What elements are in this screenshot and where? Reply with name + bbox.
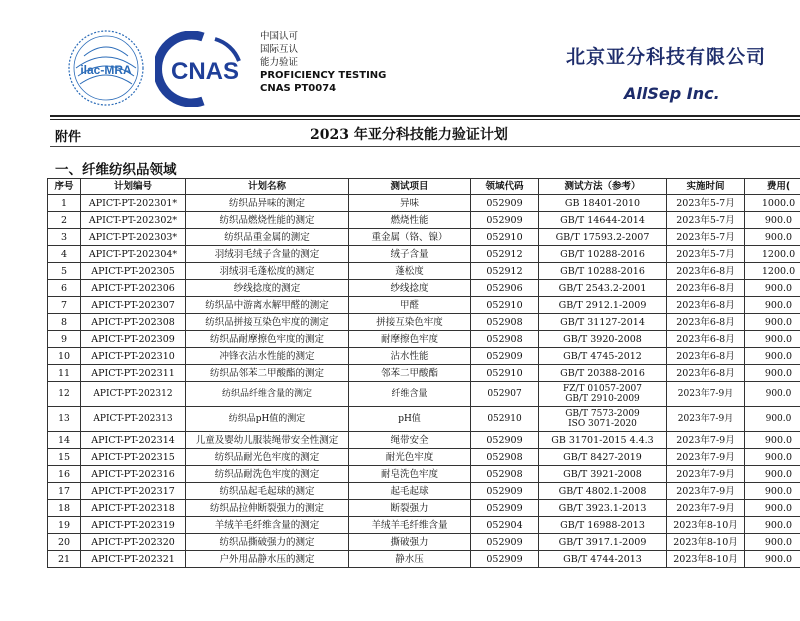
table-row xyxy=(48,280,800,297)
cell-code: APICT-PT-202303* xyxy=(81,229,186,246)
cell-no: 21 xyxy=(48,551,81,568)
cell-fee: 900.0 xyxy=(745,534,800,551)
cell-no: 6 xyxy=(48,280,81,297)
cell-method xyxy=(539,280,667,297)
cell-time: 2023年7-9月 xyxy=(667,466,745,483)
cell-name: 纺织品pH值的测定 xyxy=(186,407,349,432)
table-row xyxy=(48,365,800,382)
cell-method xyxy=(539,382,667,407)
cell-name: 羊绒羊毛纤维含量的测定 xyxy=(186,517,349,534)
method-line: GB/T 20388-2016 xyxy=(560,367,645,379)
cell-code: APICT-PT-202314 xyxy=(81,432,186,449)
cell-name: 纺织品耐洗色牢度的测定 xyxy=(186,466,349,483)
cell-item: 撕破强力 xyxy=(349,534,471,551)
cell-no: 8 xyxy=(48,314,81,331)
cell-name: 纺织品起毛起球的测定 xyxy=(186,483,349,500)
cell-method xyxy=(539,348,667,365)
method-line: GB/T 10288-2016 xyxy=(560,248,645,260)
cell-method xyxy=(539,432,667,449)
cell-code: APICT-PT-202321 xyxy=(81,551,186,568)
cell-time: 2023年6-8月 xyxy=(667,263,745,280)
cell-no: 7 xyxy=(48,297,81,314)
cell-item: 起毛起球 xyxy=(349,483,471,500)
cell-code: APICT-PT-202315 xyxy=(81,449,186,466)
cell-field: 052908 xyxy=(471,331,539,348)
cell-field: 052906 xyxy=(471,280,539,297)
cell-field: 052908 xyxy=(471,449,539,466)
method-line: GB/T 4744-2013 xyxy=(563,553,642,565)
cell-no: 17 xyxy=(48,483,81,500)
cert-line: 国际互认 xyxy=(260,44,299,55)
table-row xyxy=(48,314,800,331)
cell-name: 纺织品拉伸断裂强力的测定 xyxy=(186,500,349,517)
cell-item: 静水压 xyxy=(349,551,471,568)
cell-field: 052909 xyxy=(471,195,539,212)
cell-time: 2023年6-8月 xyxy=(667,348,745,365)
cell-fee: 900.0 xyxy=(745,466,800,483)
cell-item: 纱线捻度 xyxy=(349,280,471,297)
document-title: 2023 年亚分科技能力验证计划 xyxy=(310,127,508,143)
cell-name: 纺织品邻苯二甲酸酯的测定 xyxy=(186,365,349,382)
cell-code: APICT-PT-202317 xyxy=(81,483,186,500)
cell-code: APICT-PT-202310 xyxy=(81,348,186,365)
cell-fee: 900.0 xyxy=(745,297,800,314)
cell-fee: 900.0 xyxy=(745,407,800,432)
company-name-cn: 北京亚分科技有限公司 xyxy=(566,46,767,68)
cell-fee: 900.0 xyxy=(745,517,800,534)
cell-method xyxy=(539,263,667,280)
cell-no: 3 xyxy=(48,229,81,246)
ilac-logo-text: ilac-MRA xyxy=(80,63,132,77)
cell-time: 2023年6-8月 xyxy=(667,297,745,314)
cell-item: 耐摩擦色牢度 xyxy=(349,331,471,348)
cell-code: APICT-PT-202306 xyxy=(81,280,186,297)
cell-item: 断裂强力 xyxy=(349,500,471,517)
cell-name: 纱线捻度的测定 xyxy=(186,280,349,297)
cell-fee: 900.0 xyxy=(745,280,800,297)
cell-method xyxy=(539,551,667,568)
cell-field: 052912 xyxy=(471,246,539,263)
col-header-time: 实施时间 xyxy=(667,179,745,195)
cell-time: 2023年5-7月 xyxy=(667,246,745,263)
cell-method xyxy=(539,246,667,263)
cell-code: APICT-PT-202307 xyxy=(81,297,186,314)
cnas-logo-text: CNAS xyxy=(170,58,240,85)
table-row xyxy=(48,407,800,432)
cell-time: 2023年7-9月 xyxy=(667,449,745,466)
table-row xyxy=(48,483,800,500)
method-line: GB/T 2910-2009 xyxy=(565,394,640,404)
method-line: GB/T 31127-2014 xyxy=(560,316,645,328)
col-header-code: 计划编号 xyxy=(81,179,186,195)
cell-fee: 1200.0 xyxy=(745,263,800,280)
cell-no: 5 xyxy=(48,263,81,280)
table-row xyxy=(48,500,800,517)
cell-field: 052909 xyxy=(471,534,539,551)
section-title: 一、纤维纺织品领域 xyxy=(55,162,177,178)
method-line: GB 31701-2015 4.4.3 xyxy=(551,434,654,446)
method-line: GB/T 4745-2012 xyxy=(563,350,642,362)
cell-code: APICT-PT-202313 xyxy=(81,407,186,432)
header-rule-thin xyxy=(50,119,800,120)
cell-item: 甲醛 xyxy=(349,297,471,314)
table-row xyxy=(48,348,800,365)
cell-no: 9 xyxy=(48,331,81,348)
cell-time: 2023年7-9月 xyxy=(667,483,745,500)
cell-method xyxy=(539,229,667,246)
cell-name: 纺织品纤维含量的测定 xyxy=(186,382,349,407)
cell-no: 16 xyxy=(48,466,81,483)
method-line: GB/T 17593.2-2007 xyxy=(555,231,650,243)
cell-fee: 900.0 xyxy=(745,551,800,568)
cell-name: 纺织品中游离水解甲醛的测定 xyxy=(186,297,349,314)
cell-method xyxy=(539,449,667,466)
method-line: GB/T 3923.1-2013 xyxy=(558,502,647,514)
title-rule xyxy=(50,146,800,147)
cell-field: 052909 xyxy=(471,500,539,517)
ilac-mra-logo xyxy=(66,28,146,108)
cell-method xyxy=(539,331,667,348)
table-header-row xyxy=(48,179,800,195)
cell-item: pH值 xyxy=(349,407,471,432)
method-line: GB 18401-2010 xyxy=(564,197,641,209)
cell-item: 绳带安全 xyxy=(349,432,471,449)
method-line: GB/T 3920-2008 xyxy=(563,333,642,345)
cell-code: APICT-PT-202311 xyxy=(81,365,186,382)
cell-item: 重金属（铬、镍） xyxy=(349,229,471,246)
cell-time: 2023年8-10月 xyxy=(667,534,745,551)
method-line: GB/T 16988-2013 xyxy=(560,519,645,531)
cell-fee: 900.0 xyxy=(745,212,800,229)
cell-no: 14 xyxy=(48,432,81,449)
table-row xyxy=(48,517,800,534)
cell-code: APICT-PT-202318 xyxy=(81,500,186,517)
method-line: GB/T 3917.1-2009 xyxy=(558,536,647,548)
method-line: GB/T 3921-2008 xyxy=(563,468,642,480)
plan-table xyxy=(47,178,800,568)
cell-fee: 900.0 xyxy=(745,432,800,449)
cert-line: CNAS PT0074 xyxy=(260,83,337,94)
cell-no: 12 xyxy=(48,382,81,407)
cell-name: 羽绒羽毛绒子含量的测定 xyxy=(186,246,349,263)
table-row xyxy=(48,534,800,551)
cell-field: 052904 xyxy=(471,517,539,534)
cell-item: 燃烧性能 xyxy=(349,212,471,229)
cell-time: 2023年5-7月 xyxy=(667,212,745,229)
accreditation-text xyxy=(260,30,386,95)
cell-time: 2023年5-7月 xyxy=(667,229,745,246)
cell-field: 052912 xyxy=(471,263,539,280)
cell-time: 2023年6-8月 xyxy=(667,314,745,331)
cell-time: 2023年7-9月 xyxy=(667,500,745,517)
table-row xyxy=(48,432,800,449)
table-row xyxy=(48,466,800,483)
table-row xyxy=(48,229,800,246)
cell-item: 拼接互染色牢度 xyxy=(349,314,471,331)
cell-field: 052910 xyxy=(471,407,539,432)
table-row xyxy=(48,449,800,466)
cell-fee: 900.0 xyxy=(745,500,800,517)
cell-name: 羽绒羽毛蓬松度的测定 xyxy=(186,263,349,280)
cell-field: 052908 xyxy=(471,314,539,331)
cell-time: 2023年7-9月 xyxy=(667,432,745,449)
cell-code: APICT-PT-202309 xyxy=(81,331,186,348)
cell-name: 儿童及婴幼儿服装绳带安全性测定 xyxy=(186,432,349,449)
cell-fee: 900.0 xyxy=(745,314,800,331)
cell-field: 052910 xyxy=(471,365,539,382)
cell-method xyxy=(539,195,667,212)
cell-item: 耐光色牢度 xyxy=(349,449,471,466)
cell-no: 20 xyxy=(48,534,81,551)
method-line: GB/T 14644-2014 xyxy=(560,214,645,226)
cell-no: 19 xyxy=(48,517,81,534)
cell-item: 纤维含量 xyxy=(349,382,471,407)
cell-no: 10 xyxy=(48,348,81,365)
cell-name: 户外用品静水压的测定 xyxy=(186,551,349,568)
cell-time: 2023年6-8月 xyxy=(667,365,745,382)
table-body xyxy=(48,195,800,568)
cell-method xyxy=(539,500,667,517)
cell-no: 18 xyxy=(48,500,81,517)
cell-method xyxy=(539,517,667,534)
method-line: GB/T 8427-2019 xyxy=(563,451,642,463)
cell-time: 2023年8-10月 xyxy=(667,517,745,534)
cell-no: 15 xyxy=(48,449,81,466)
method-line: GB/T 2543.2-2001 xyxy=(558,282,647,294)
table-row xyxy=(48,551,800,568)
cell-time: 2023年8-10月 xyxy=(667,551,745,568)
cell-field: 052907 xyxy=(471,382,539,407)
table-row xyxy=(48,212,800,229)
cert-line: 中国认可 xyxy=(260,31,299,42)
cell-item: 蓬松度 xyxy=(349,263,471,280)
table-row xyxy=(48,382,800,407)
cell-name: 纺织品拼接互染色牢度的测定 xyxy=(186,314,349,331)
cell-method xyxy=(539,314,667,331)
method-line: FZ/T 01057-2007 xyxy=(563,384,642,394)
table-row xyxy=(48,297,800,314)
cell-code: APICT-PT-202308 xyxy=(81,314,186,331)
cell-method xyxy=(539,297,667,314)
cell-method xyxy=(539,365,667,382)
cell-name: 冲锋衣沾水性能的测定 xyxy=(186,348,349,365)
cell-code: APICT-PT-202312 xyxy=(81,382,186,407)
cell-name: 纺织品燃烧性能的测定 xyxy=(186,212,349,229)
table-row xyxy=(48,331,800,348)
cell-name: 纺织品异味的测定 xyxy=(186,195,349,212)
cell-item: 羊绒羊毛纤维含量 xyxy=(349,517,471,534)
table-row xyxy=(48,263,800,280)
cell-field: 052908 xyxy=(471,466,539,483)
cert-line: PROFICIENCY TESTING xyxy=(260,70,387,81)
cnas-logo xyxy=(155,31,255,107)
cell-method xyxy=(539,534,667,551)
cell-field: 052910 xyxy=(471,297,539,314)
cell-code: APICT-PT-202304* xyxy=(81,246,186,263)
cert-line: 能力验证 xyxy=(260,57,299,68)
cell-item: 绒子含量 xyxy=(349,246,471,263)
cell-fee: 900.0 xyxy=(745,229,800,246)
col-header-item: 测试项目 xyxy=(349,179,471,195)
cell-no: 1 xyxy=(48,195,81,212)
cell-field: 052909 xyxy=(471,432,539,449)
cell-time: 2023年5-7月 xyxy=(667,195,745,212)
method-line: GB/T 10288-2016 xyxy=(560,265,645,277)
cell-method xyxy=(539,407,667,432)
cell-fee: 900.0 xyxy=(745,365,800,382)
col-header-method: 测试方法（参考） xyxy=(539,179,667,195)
cell-code: APICT-PT-202305 xyxy=(81,263,186,280)
cell-item: 异味 xyxy=(349,195,471,212)
attachment-label: 附件 xyxy=(55,130,82,145)
cell-method xyxy=(539,212,667,229)
company-name-en: AllSep Inc. xyxy=(624,84,720,103)
table-row xyxy=(48,246,800,263)
cell-name: 纺织品耐摩擦色牢度的测定 xyxy=(186,331,349,348)
cell-name: 纺织品重金属的测定 xyxy=(186,229,349,246)
table-row xyxy=(48,195,800,212)
method-line: ISO 3071-2020 xyxy=(568,419,637,429)
cell-field: 052909 xyxy=(471,212,539,229)
cell-no: 4 xyxy=(48,246,81,263)
cell-fee: 1200.0 xyxy=(745,246,800,263)
cell-fee: 900.0 xyxy=(745,382,800,407)
cell-code: APICT-PT-202301* xyxy=(81,195,186,212)
cell-field: 052909 xyxy=(471,348,539,365)
cell-item: 沾水性能 xyxy=(349,348,471,365)
cell-code: APICT-PT-202320 xyxy=(81,534,186,551)
cell-time: 2023年6-8月 xyxy=(667,280,745,297)
cell-method xyxy=(539,483,667,500)
method-line: GB/T 7573-2009 xyxy=(565,409,640,419)
method-line: GB/T 2912.1-2009 xyxy=(558,299,647,311)
cell-item: 耐皂洗色牢度 xyxy=(349,466,471,483)
cell-code: APICT-PT-202302* xyxy=(81,212,186,229)
cell-code: APICT-PT-202316 xyxy=(81,466,186,483)
cell-field: 052909 xyxy=(471,483,539,500)
col-header-fee: 费用( xyxy=(745,179,800,195)
col-header-field: 领域代码 xyxy=(471,179,539,195)
cell-fee: 900.0 xyxy=(745,331,800,348)
cell-name: 纺织品撕破强力的测定 xyxy=(186,534,349,551)
col-header-no: 序号 xyxy=(48,179,81,195)
col-header-name: 计划名称 xyxy=(186,179,349,195)
cell-fee: 900.0 xyxy=(745,449,800,466)
cell-field: 052910 xyxy=(471,229,539,246)
cell-field: 052909 xyxy=(471,551,539,568)
cell-code: APICT-PT-202319 xyxy=(81,517,186,534)
document-header xyxy=(0,0,800,122)
cell-no: 2 xyxy=(48,212,81,229)
header-rule xyxy=(50,115,800,117)
cell-fee: 900.0 xyxy=(745,348,800,365)
cell-no: 13 xyxy=(48,407,81,432)
cell-fee: 900.0 xyxy=(745,483,800,500)
cell-time: 2023年7-9月 xyxy=(667,382,745,407)
method-line: GB/T 4802.1-2008 xyxy=(558,485,647,497)
cell-name: 纺织品耐光色牢度的测定 xyxy=(186,449,349,466)
cell-method xyxy=(539,466,667,483)
cell-time: 2023年6-8月 xyxy=(667,331,745,348)
cell-item: 邻苯二甲酸酯 xyxy=(349,365,471,382)
cell-fee: 1000.0 xyxy=(745,195,800,212)
cell-no: 11 xyxy=(48,365,81,382)
cell-time: 2023年7-9月 xyxy=(667,407,745,432)
